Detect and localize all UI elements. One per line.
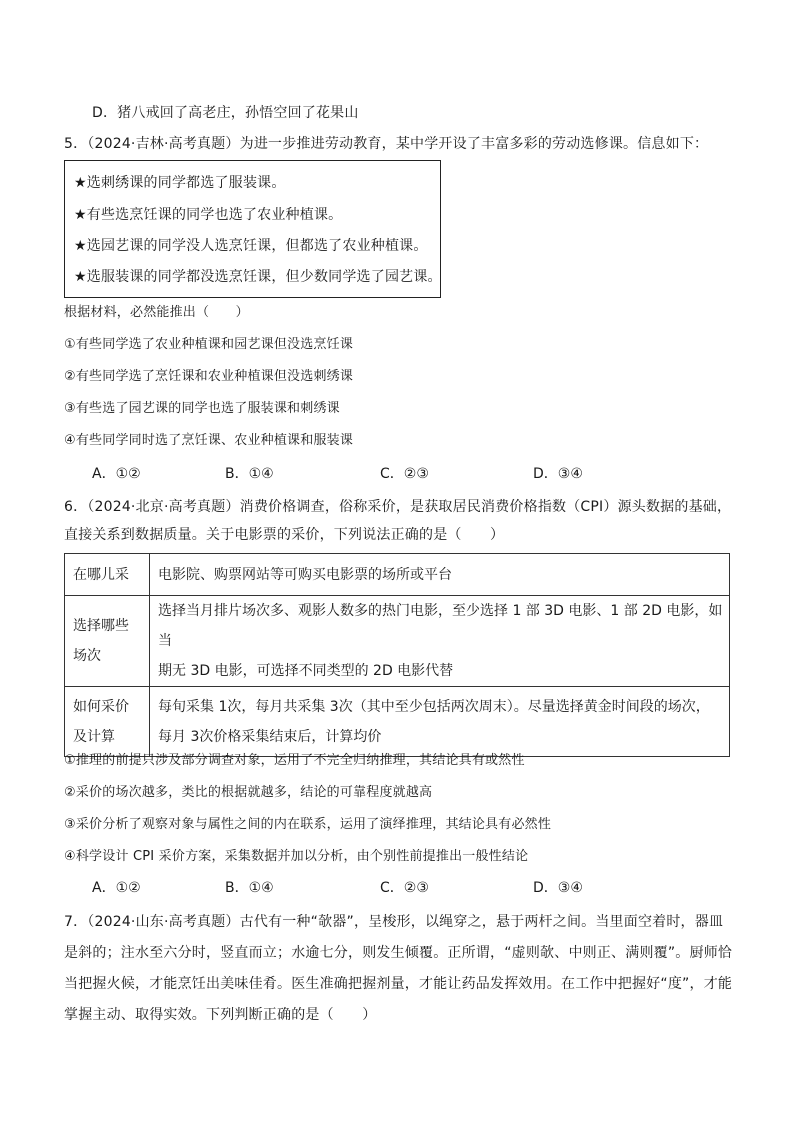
q6-head-text: 场次 — [73, 648, 101, 664]
q7-line: 掌握主动、取得实效。下列判断正确的是（ ） — [64, 1007, 377, 1023]
q6-table-row — [65, 596, 730, 687]
q4-option-d: D．猪八戒回了高老庄，孙悟空回了花果山 — [92, 105, 359, 121]
q5-stem: 5．（2024·吉林·高考真题）为进一步推进劳动教育，某中学开设了丰富多彩的劳动选修课。信息如下： — [64, 136, 709, 152]
q6-statement: ④科学设计 CPI 采价方案，采集数据并加以分析，由个别性前提推出一般性结论 — [64, 849, 529, 864]
q6-statement: ②采价的场次越多，类比的根据就越多，结论的可靠程度就越高 — [64, 785, 433, 800]
q7-line: 7．（2024·山东·高考真题）古代有一种“欹器”，呈梭形，以绳穿之，悬于两杆之间。当里面空着时，器皿 — [64, 914, 724, 930]
q5-box-line: ★选园艺课的同学没人选烹饪课，但都选了农业种植课。 — [74, 238, 428, 254]
q6-cell-text: 电影院、购票网站等可购买电影票的场所或平台 — [158, 566, 452, 583]
q6-cell-text: 期无 3D 电影，可选择不同类型的 2D 电影代替 — [158, 663, 454, 679]
q6-head-text: 选择哪些 — [73, 618, 129, 634]
q6-option-b[interactable]: B．①④ — [225, 880, 274, 896]
q6-table-cell — [150, 687, 730, 757]
q6-statement: ③采价分析了观察对象与属性之间的内在联系，运用了演绎推理，其结论具有必然性 — [64, 817, 552, 832]
q7-line: 当把握火候，才能烹饪出美味佳肴。医生准确把握剂量，才能让药品发挥效用。在工作中把握好“度”，才能 — [64, 976, 733, 992]
q5-info-box — [64, 160, 441, 298]
q5-statement: ①有些同学选了农业种植课和园艺课但没选烹饪课 — [64, 337, 354, 352]
q6-stem-line2: 直接关系到数据质量。关于电影票的采价，下列说法正确的是（ ） — [64, 527, 505, 543]
q6-cell-text: 每旬采集 1次，每月共采集 3次（其中至少包括两次周末）。尽量选择黄金时间段的场次， — [158, 698, 710, 715]
q5-statement: ③有些选了园艺课的同学也选了服装课和刺绣课 — [64, 401, 340, 416]
q5-box-line: ★选刺绣课的同学都选了服装课。 — [74, 175, 286, 191]
q7-line: 是斜的；注水至六分时，竖直而立；水逾七分，则发生倾覆。正所谓，“虚则欹、中则正、满则覆”。厨师恰 — [64, 945, 733, 961]
q6-cell-text: 选择当月排片场次多、观影人数多的热门电影，至少选择 1 部 3D 电影、1 部 2D 电影，如当 — [158, 603, 723, 649]
q5-option-c[interactable]: C．②③ — [380, 466, 429, 482]
q5-option-b[interactable]: B．①④ — [225, 466, 274, 482]
q6-table-head — [65, 596, 150, 687]
q5-prompt: 根据材料，必然能推出（ ） — [64, 305, 249, 320]
q6-cell-text: 每月 3次价格采集结束后，计算均价 — [158, 728, 382, 745]
q6-head-text: 如何采价 — [73, 698, 129, 715]
q6-option-a[interactable]: A．①② — [92, 880, 141, 896]
q6-table — [64, 553, 730, 757]
q5-statement: ②有些同学选了烹饪课和农业种植课但没选刺绣课 — [64, 369, 354, 384]
q6-statement: ①推理的前提只涉及部分调查对象，运用了不完全归纳推理，其结论具有或然性 — [64, 753, 525, 768]
q6-table-cell — [150, 554, 730, 596]
q6-option-d[interactable]: D．③④ — [533, 880, 583, 896]
q6-table-head — [65, 554, 150, 596]
q6-stem-line1: 6．（2024·北京·高考真题）消费价格调查，俗称采价，是获取居民消费价格指数（CPI）源头数据的基础， — [64, 499, 732, 515]
q5-box-line: ★有些选烹饪课的同学也选了农业种植课。 — [74, 207, 343, 223]
q5-option-d[interactable]: D．③④ — [533, 466, 583, 482]
q5-option-a[interactable]: A．①② — [92, 466, 141, 482]
q6-table-cell — [150, 596, 730, 687]
q6-table-row — [65, 554, 730, 596]
q6-head-text: 在哪儿采 — [73, 566, 129, 583]
q6-table-head — [65, 687, 150, 757]
q6-option-c[interactable]: C．②③ — [380, 880, 429, 896]
q5-statement: ④有些同学同时选了烹饪课、农业种植课和服装课 — [64, 433, 354, 448]
q6-head-text: 及计算 — [73, 728, 115, 745]
q6-table-row — [65, 687, 730, 757]
q5-box-line: ★选服装课的同学都没选烹饪课，但少数同学选了园艺课。 — [74, 269, 442, 285]
